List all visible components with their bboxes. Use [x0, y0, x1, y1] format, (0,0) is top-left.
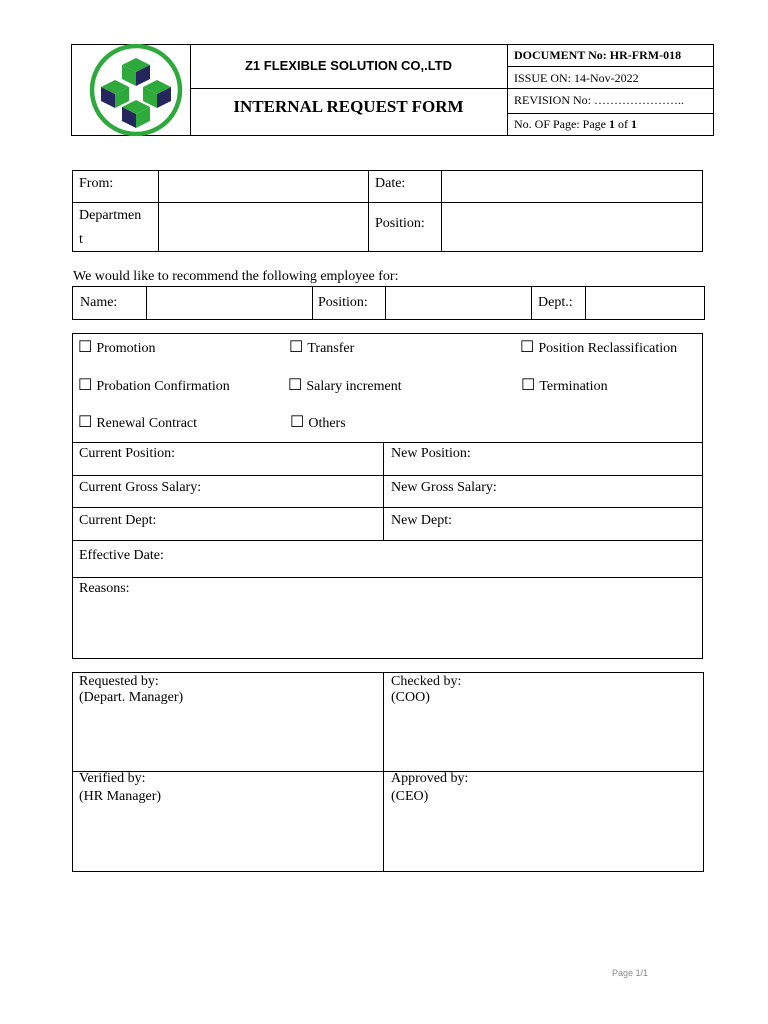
dept-label: Dept.:	[538, 295, 573, 310]
name-label: Name:	[80, 295, 118, 310]
current-gross-salary-label[interactable]: Current Gross Salary:	[79, 480, 202, 495]
option-transfer[interactable]	[289, 339, 354, 358]
position-field[interactable]	[443, 204, 701, 250]
position-label: Position:	[375, 216, 425, 231]
checked-by-signature-area[interactable]	[385, 708, 702, 770]
page-total: 1	[631, 117, 637, 131]
name-field[interactable]	[148, 288, 310, 318]
form-title: INTERNAL REQUEST FORM	[233, 97, 464, 116]
info-row-divider	[72, 202, 703, 203]
option-promotion[interactable]	[78, 339, 155, 358]
details-line-2	[72, 475, 703, 476]
option-label: Renewal Contract	[96, 416, 198, 431]
issue-date: ISSUE ON: 14-Nov-2022	[514, 71, 639, 85]
requested-by-role: (Depart. Manager)	[79, 690, 184, 705]
checkbox-icon: ☐	[290, 414, 305, 431]
option-label: Others	[308, 416, 346, 431]
from-field[interactable]	[160, 172, 366, 200]
verified-by-label: Verified by:	[79, 771, 146, 786]
option-renewal-contract[interactable]	[78, 414, 197, 433]
option-label: Probation Confirmation	[96, 379, 230, 394]
recommend-intro: We would like to recommend the following employee for:	[73, 269, 399, 284]
info-col-1	[158, 170, 159, 252]
checked-by-label: Checked by:	[391, 674, 462, 689]
employee-col-3	[385, 286, 386, 320]
document-number: DOCUMENT No: HR-FRM-018	[514, 48, 682, 62]
current-position-label[interactable]: Current Position:	[79, 446, 176, 461]
reasons-label[interactable]: Reasons:	[79, 581, 130, 596]
signature-col-divider	[383, 672, 384, 872]
requested-by-label: Requested by:	[79, 674, 159, 689]
page-current: 1	[609, 117, 615, 131]
employee-col-2	[312, 286, 313, 320]
current-dept-label[interactable]: Current Dept:	[79, 513, 157, 528]
employee-position-label: Position:	[318, 295, 368, 310]
header-meta-line-1	[507, 66, 714, 67]
details-line-3	[72, 507, 703, 508]
checkbox-icon: ☐	[520, 339, 535, 356]
approved-by-role: (CEO)	[391, 789, 429, 804]
cube-logo-icon	[86, 44, 186, 136]
page-count-label: No. OF Page: Page	[514, 117, 609, 131]
date-label: Date:	[375, 176, 406, 191]
new-dept-label[interactable]: New Dept:	[391, 513, 453, 528]
checkbox-icon: ☐	[521, 377, 536, 394]
option-salary-increment[interactable]	[288, 377, 402, 396]
department-label-line2: t	[79, 232, 83, 247]
company-logo	[86, 44, 186, 136]
new-position-label[interactable]: New Position:	[391, 446, 471, 461]
date-field[interactable]	[443, 172, 701, 200]
header-divider-title	[190, 88, 507, 89]
employee-col-1	[146, 286, 147, 320]
checkbox-icon: ☐	[288, 377, 303, 394]
checked-by-role: (COO)	[391, 690, 430, 705]
from-label: From:	[79, 176, 114, 191]
header-meta-line-2	[507, 88, 714, 89]
option-label: Promotion	[96, 341, 156, 356]
option-label: Salary increment	[306, 379, 402, 394]
approved-by-signature-area[interactable]	[385, 808, 702, 870]
new-gross-salary-label[interactable]: New Gross Salary:	[391, 480, 497, 495]
employee-col-5	[585, 286, 586, 320]
header-divider-meta	[507, 44, 508, 136]
checkbox-icon: ☐	[78, 377, 93, 394]
option-others[interactable]	[290, 414, 346, 433]
header-meta-line-3	[507, 113, 714, 114]
department-field[interactable]	[160, 204, 366, 250]
dept-field[interactable]	[587, 288, 703, 318]
page-count	[514, 116, 637, 132]
checkbox-icon: ☐	[78, 414, 93, 431]
info-col-2	[368, 170, 369, 252]
approved-by-label: Approved by:	[391, 771, 469, 786]
page-footer: Page 1/1	[612, 968, 649, 978]
option-termination[interactable]	[521, 377, 608, 396]
employee-position-field[interactable]	[387, 288, 529, 318]
option-probation-confirmation[interactable]	[78, 377, 230, 396]
signature-row-divider	[72, 771, 704, 772]
revision-number: REVISION No: …………………..	[514, 93, 684, 107]
department-label-line1: Departmen	[79, 208, 142, 223]
details-mid-divider	[383, 442, 384, 540]
details-line-1	[72, 442, 703, 443]
verified-by-signature-area[interactable]	[74, 808, 382, 870]
effective-date-label[interactable]: Effective Date:	[79, 548, 164, 563]
requested-by-signature-area[interactable]	[74, 708, 382, 770]
verified-by-role: (HR Manager)	[79, 789, 162, 804]
info-col-3	[441, 170, 442, 252]
option-label: Termination	[539, 379, 608, 394]
employee-col-4	[531, 286, 532, 320]
page-of-label: of	[615, 117, 631, 131]
company-name: Z1 FLEXIBLE SOLUTION CO,.LTD	[244, 58, 453, 73]
details-line-4	[72, 540, 703, 541]
checkbox-icon: ☐	[78, 339, 93, 356]
option-position-reclassification[interactable]	[520, 339, 677, 358]
checkbox-icon: ☐	[289, 339, 304, 356]
option-label: Transfer	[307, 341, 355, 356]
option-label: Position Reclassification	[538, 341, 678, 356]
details-line-5	[72, 577, 703, 578]
department-label	[79, 204, 141, 252]
